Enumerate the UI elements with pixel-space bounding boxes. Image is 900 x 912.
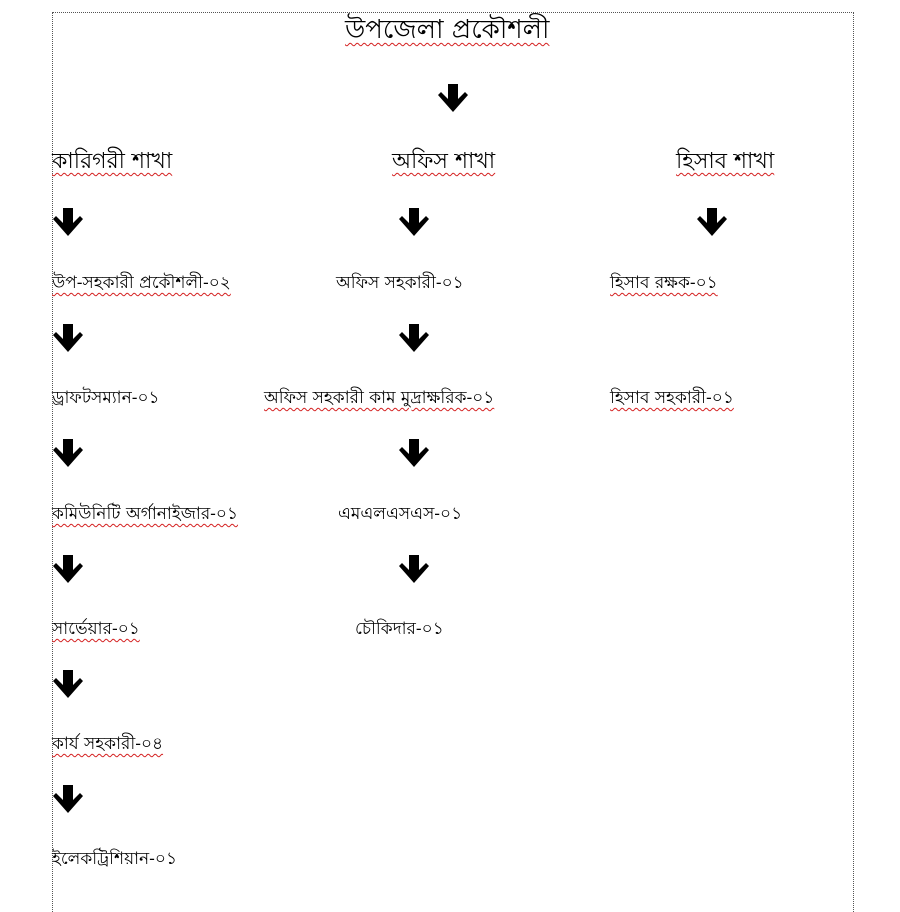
branch-heading-technical: কারিগরী শাখা <box>52 149 173 174</box>
down-arrow-icon <box>398 437 430 469</box>
document-page <box>52 12 854 912</box>
down-arrow-icon <box>52 437 84 469</box>
branch-heading-accounts: হিসাব শাখা <box>676 149 775 174</box>
down-arrow-icon <box>52 553 84 585</box>
list-item: হিসাব রক্ষক-০১ <box>610 273 718 293</box>
list-item: কার্য সহকারী-০৪ <box>52 734 164 754</box>
down-arrow-icon <box>437 82 469 114</box>
list-item: কমিউনিটি অর্গানাইজার-০১ <box>52 504 239 524</box>
branch-heading-office: অফিস শাখা <box>392 149 496 174</box>
down-arrow-icon <box>398 553 430 585</box>
list-item: ড্রাফটসম্যান-০১ <box>52 388 160 408</box>
list-item: এমএলএসএস-০১ <box>338 504 463 524</box>
down-arrow-icon <box>696 206 728 238</box>
list-item: ইলেকট্রিশিয়ান-০১ <box>52 849 178 869</box>
chart-title: উপজেলা প্রকৌশলী <box>345 15 550 45</box>
down-arrow-icon <box>398 206 430 238</box>
list-item: হিসাব সহকারী-০১ <box>610 388 734 408</box>
down-arrow-icon <box>398 322 430 354</box>
list-item: চৌকিদার-০১ <box>355 619 444 639</box>
list-item: অফিস সহকারী-০১ <box>336 273 464 293</box>
down-arrow-icon <box>52 668 84 700</box>
down-arrow-icon <box>52 783 84 815</box>
list-item: উপ-সহকারী প্রকৌশলী-০২ <box>52 273 231 293</box>
list-item: অফিস সহকারী কাম মুদ্রাক্ষরিক-০১ <box>264 388 495 408</box>
down-arrow-icon <box>52 206 84 238</box>
down-arrow-icon <box>52 322 84 354</box>
list-item: সার্ভেয়ার-০১ <box>52 619 140 639</box>
